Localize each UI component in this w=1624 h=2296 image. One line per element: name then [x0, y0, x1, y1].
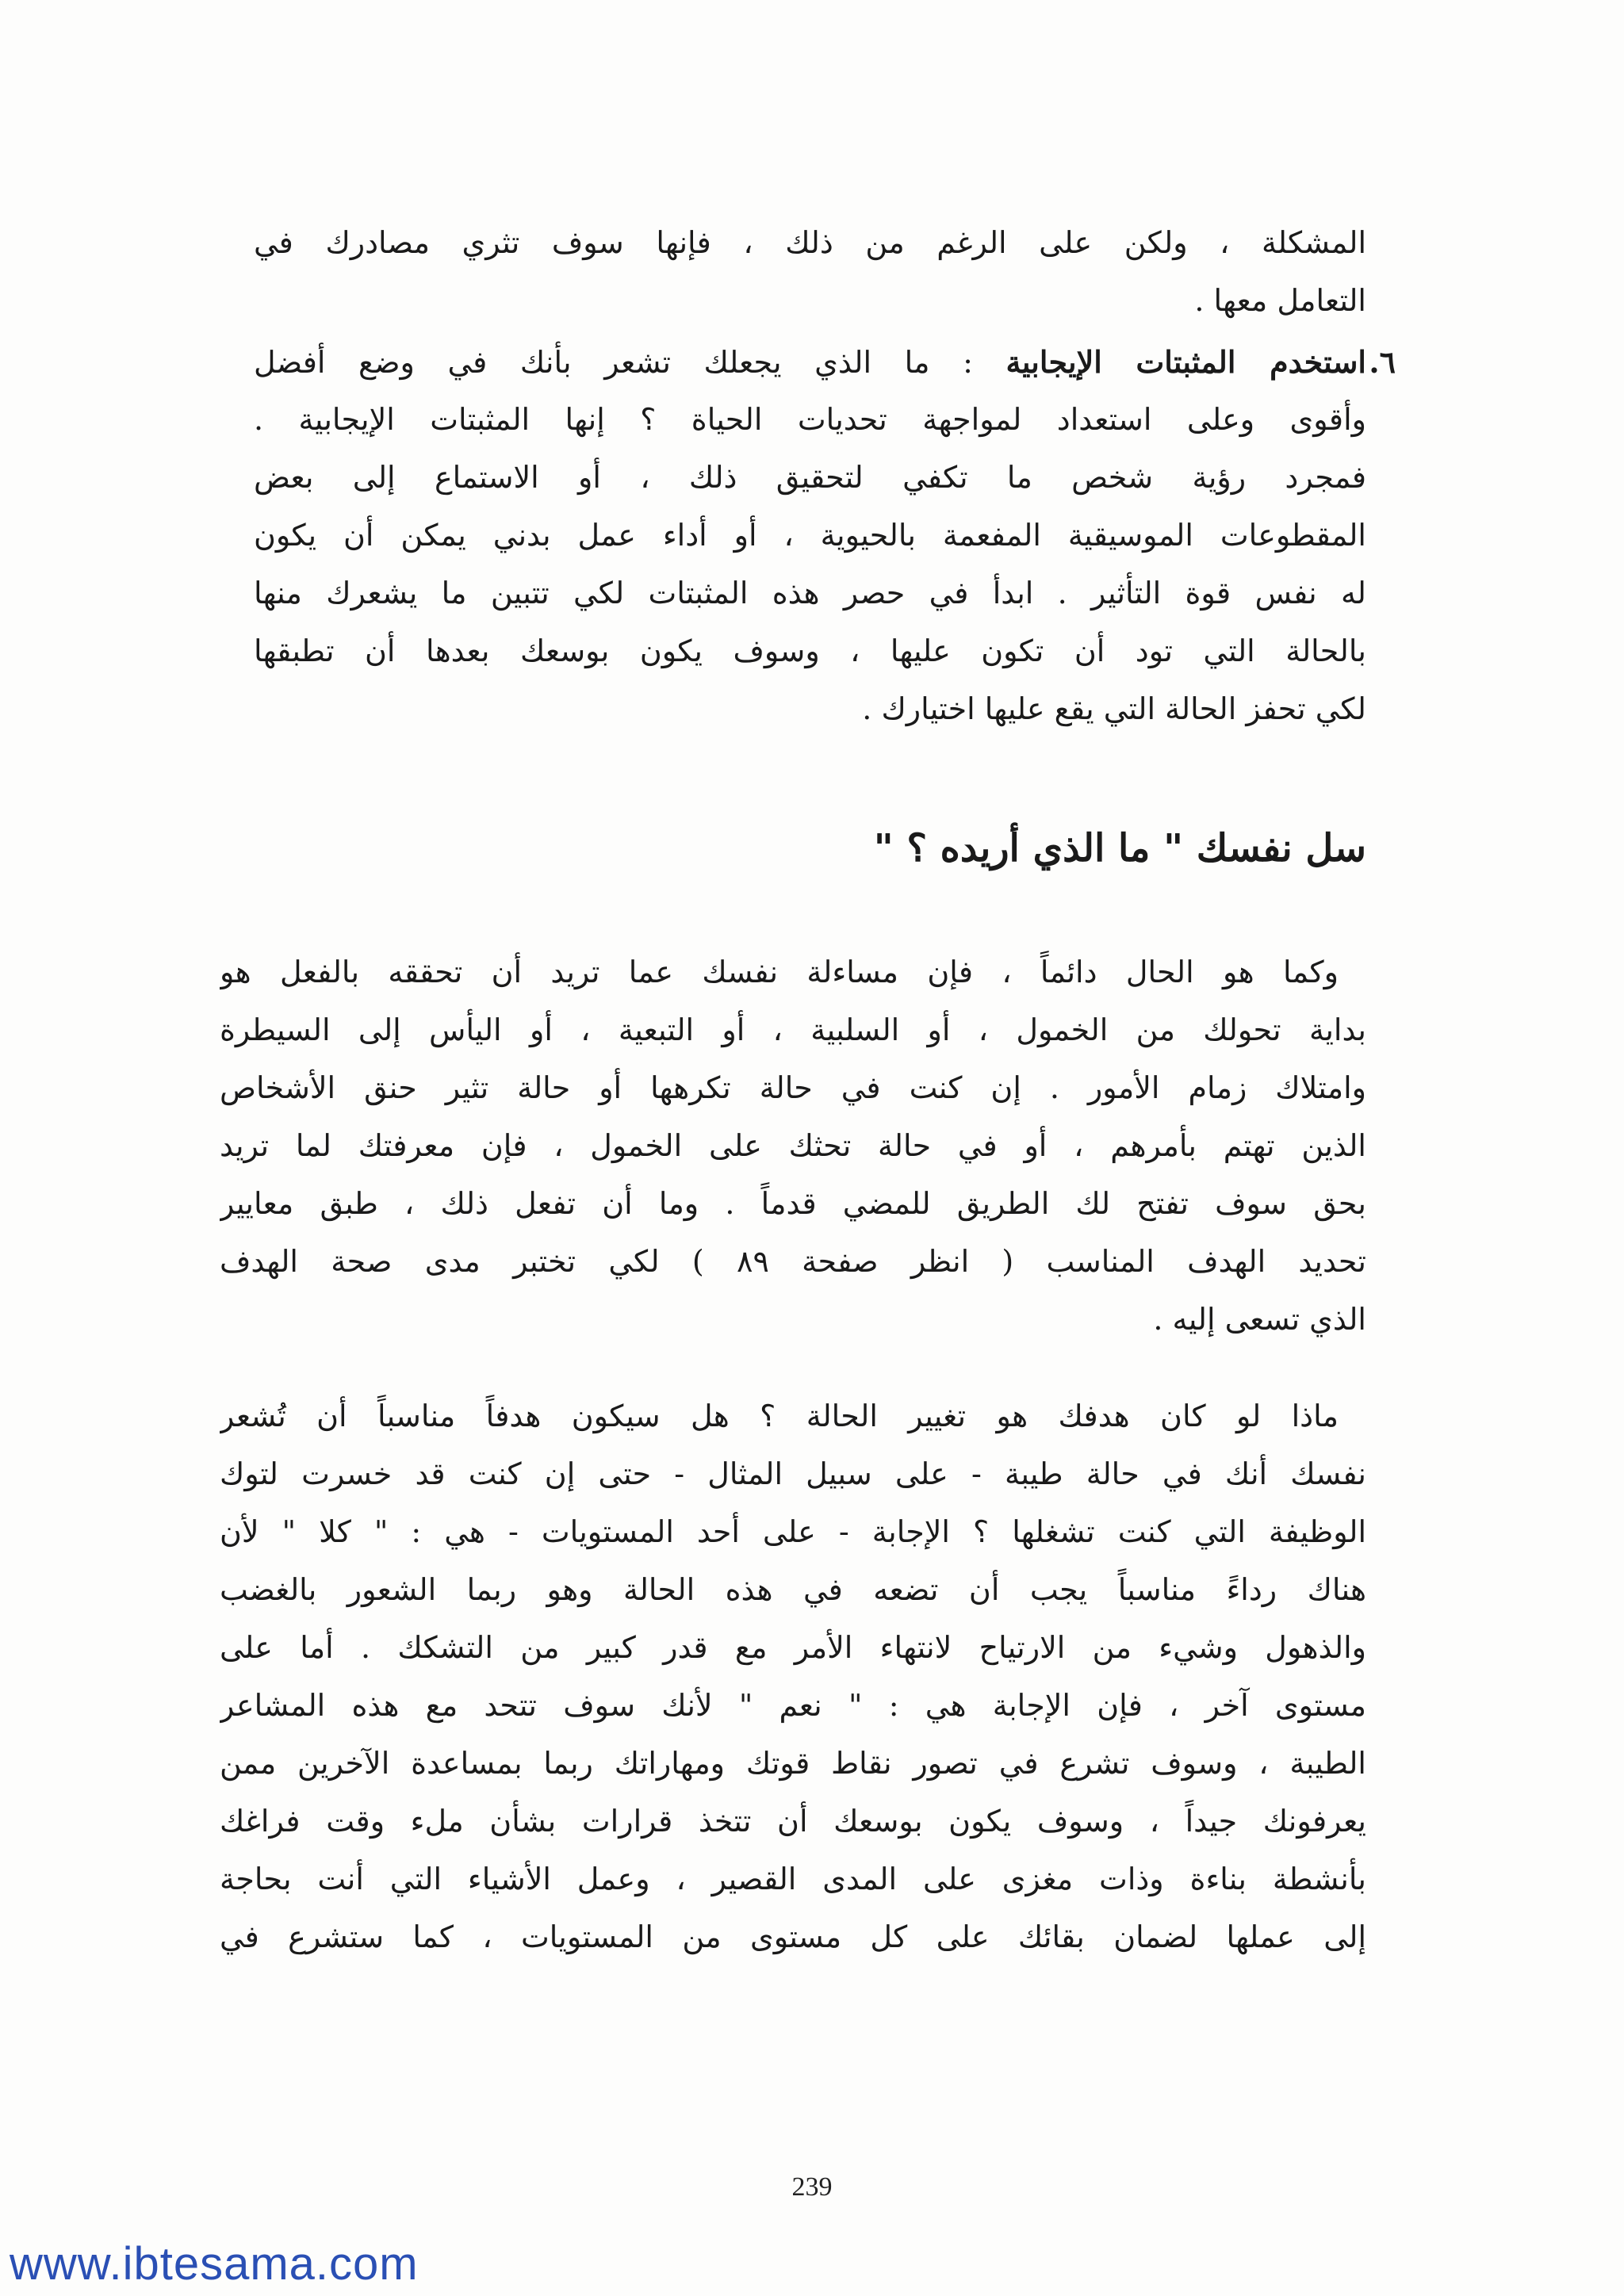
continued-paragraph	[254, 214, 1366, 330]
text-line: بالحالة التي تود أن تكون عليها ، وسوف يكون بوسعك بعدها أن تطبقها	[254, 633, 1366, 668]
paragraph-2	[220, 1387, 1366, 1966]
text-line: التعامل معها .	[1194, 283, 1366, 318]
text-line: والذهول وشيء من الارتياح لانتهاء الأمر مع قدر كبير من التشكك . أما على	[220, 1630, 1366, 1665]
list-number: ٦.	[1369, 344, 1396, 380]
text-line: الذين تهتم بأمرهم ، أو في حالة تحثك على الخمول ، فإن معرفتك لما تريد	[220, 1128, 1366, 1163]
text-line: المشكلة ، ولكن على الرغم من ذلك ، فإنها سوف تثري مصادرك في	[254, 225, 1366, 260]
text-line: إلى عملها لضمان بقائك على كل مستوى من المستويات ، كما ستشرع في	[220, 1919, 1366, 1954]
text-line: فمجرد رؤية شخص ما تكفي لتحقيق ذلك ، أو الاستماع إلى بعض	[254, 460, 1366, 495]
text-line: ماذا لو كان هدفك هو تغيير الحالة ؟ هل سيكون هدفاً مناسباً أن تُشعر	[220, 1399, 1339, 1433]
text-line: هناك رداءً مناسباً يجب أن تضعه في هذه الحالة وهو ربما الشعور بالغضب	[220, 1572, 1366, 1607]
item-title: استخدم المثبتات الإيجابية	[1005, 344, 1366, 380]
text-line: بحق سوف تفتح لك الطريق للمضي قدماً . وما أن تفعل ذلك ، طبق معايير	[220, 1186, 1366, 1221]
page-number: 239	[791, 2172, 833, 2202]
text-line: بأنشطة بناءة وذات مغزى على المدى القصير ، وعمل الأشياء التي أنت بحاجة	[220, 1862, 1366, 1896]
text-line: له نفس قوة التأثير . ابدأ في حصر هذه المثبتات لكي تتبين ما يشعرك منها	[254, 576, 1366, 610]
text-line: الطيبة ، وسوف تشرع في تصور نقاط قوتك ومهاراتك ربما بمساعدة الآخرين ممن	[220, 1746, 1366, 1781]
text-line: وأقوى وعلى استعداد لمواجهة تحديات الحياة ؟ إنها المثبتات الإيجابية .	[254, 402, 1366, 437]
text-line: الوظيفة التي كنت تشغلها ؟ الإجابة - على أحد المستويات - هي : " كلا " لأن	[220, 1514, 1366, 1549]
text-line: الذي تسعى إليه .	[1153, 1302, 1366, 1337]
text-line	[254, 333, 1366, 391]
text-line: نفسك أنك في حالة طيبة - على سبيل المثال - حتى إن كنت قد خسرت لتوك	[220, 1456, 1366, 1491]
text-line: مستوى آخر ، فإن الإجابة هي : " نعم " لأنك سوف تتحد مع هذه المشاعر	[220, 1688, 1366, 1723]
item-title-rest: : ما الذي يجعلك تشعر بأنك في وضع أفضل	[254, 345, 973, 380]
watermark-link[interactable]: www.ibtesama.com	[10, 2238, 419, 2290]
text-line: المقطوعات الموسيقية المفعمة بالحيوية ، أو أداء عمل بدني يمكن أن يكون	[254, 518, 1366, 553]
text-line: وكما هو الحال دائماً ، فإن مساءلة نفسك عما تريد أن تحققه بالفعل هو	[220, 955, 1339, 989]
paragraph-1	[220, 943, 1366, 1349]
text-line: تحديد الهدف المناسب ( انظر صفحة ٨٩ ) لكي تختبر مدى صحة الهدف	[220, 1244, 1366, 1279]
list-item-6	[254, 333, 1396, 738]
text-line: لكي تحفز الحالة التي يقع عليها اختيارك .	[862, 691, 1366, 726]
section-heading: سل نفسك " ما الذي أريده ؟ "	[873, 826, 1366, 871]
text-line: وامتلاك زمام الأمور . إن كنت في حالة تكرهها أو حالة تثير حنق الأشخاص	[220, 1070, 1366, 1105]
text-line: يعرفونك جيداً ، وسوف يكون بوسعك أن تتخذ قرارات بشأن ملء وقت فراغك	[220, 1804, 1366, 1839]
text-line: بداية تحولك من الخمول ، أو السلبية ، أو التبعية ، أو اليأس إلى السيطرة	[220, 1012, 1366, 1047]
